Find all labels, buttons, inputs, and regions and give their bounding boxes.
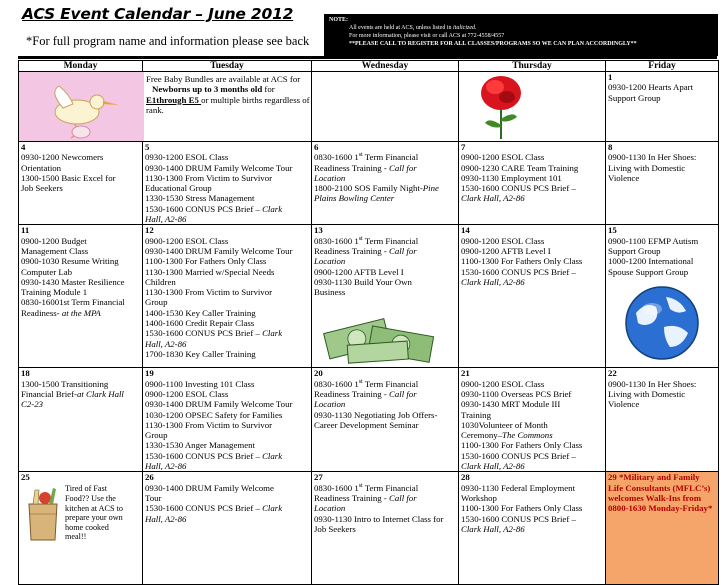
event-text: Readiness- xyxy=(21,307,62,318)
event-line: 0930-1400 DRUM Family Welcome xyxy=(145,482,274,493)
event-text: 1800-2100 SOS Family Night- xyxy=(314,183,423,194)
event-location: Clark Hall, A2-86 xyxy=(461,461,525,472)
week-row-1 xyxy=(19,142,719,225)
event-location: C2-23 xyxy=(21,399,43,410)
weekday-header-row xyxy=(19,61,719,72)
day-cell-6 xyxy=(312,142,459,225)
day-cell-18 xyxy=(19,368,143,472)
event-line: 1400-1530 Key Caller Training xyxy=(145,307,256,318)
event-location: Clark xyxy=(262,203,283,214)
event-line: 0900-1200 ESOL Class xyxy=(145,235,229,246)
event-line: 1130-1300 From Victim to Survivor xyxy=(145,287,273,298)
day-header-friday: Friday xyxy=(606,61,719,72)
event-line xyxy=(314,236,456,246)
event-line: 0930-1200 Hearts Apart xyxy=(608,82,694,93)
event-line: 1100-1300 For Fathers Only Class xyxy=(145,256,267,267)
day-number: 8 xyxy=(608,142,613,152)
baby-line-1: Free Baby Bundles are available at ACS for xyxy=(146,74,301,84)
day-cell-27 xyxy=(312,472,459,585)
event-line: 1030Volunteer of Month xyxy=(461,419,548,430)
day-number: 28 xyxy=(461,472,470,483)
event-text: Readiness Training - xyxy=(314,492,390,503)
event-location: Hall, A2-86 xyxy=(145,338,187,349)
day-cell-12 xyxy=(143,225,312,368)
event-line: 0930-1430 Master Resilience xyxy=(21,276,125,287)
day-number: 13 xyxy=(314,225,323,236)
event-line: 1100-1300 For Fathers Only Class xyxy=(461,503,583,514)
event-location: at Clark Hall xyxy=(76,388,124,399)
event-line: 1330-1530 Stress Management xyxy=(145,193,255,204)
event-location: Hall, A2-86 xyxy=(145,513,187,524)
event-line: Support Group xyxy=(608,92,661,103)
event-line: Violence xyxy=(608,399,640,410)
day-header-monday: Monday xyxy=(19,61,143,72)
day-number: 11 xyxy=(21,225,30,236)
stork-illustration xyxy=(19,72,139,142)
globe-illustration xyxy=(622,283,702,363)
day-number: 12 xyxy=(145,225,154,236)
day-number: 5 xyxy=(145,142,150,152)
week-row-4 xyxy=(19,472,719,585)
money-illustration xyxy=(320,317,440,365)
event-line: 1130-1300 Married w/Special Needs xyxy=(145,266,275,277)
event-line: 0900-1100 Investing 101 Class xyxy=(145,378,255,389)
day-number: 26 xyxy=(145,472,154,483)
calendar-grid xyxy=(18,60,719,585)
day-cell-15 xyxy=(606,225,719,368)
event-line: 0900-1200 AFTB Level I xyxy=(461,245,551,256)
note-line-1-text: All events are held at ACS, unless listed in xyxy=(349,25,453,31)
event-sup: st xyxy=(358,378,363,385)
event-line: 0930-1130 Federal Employment xyxy=(461,482,576,493)
event-line: 0930-1200 ESOL Class xyxy=(145,152,229,163)
event-line: Computer Lab xyxy=(21,266,73,277)
event-line: 0900-1100 EFMP Autism xyxy=(608,235,699,246)
event-line: 0930-1400 DRUM Family Welcome Tour xyxy=(145,245,293,256)
baby-line-3-bold: E1through E5 xyxy=(146,94,202,105)
event-line: 0930-1130 Negotiating Job Offers- xyxy=(314,409,438,420)
day-header-wednesday: Wednesday xyxy=(312,61,459,72)
note-label: NOTE: xyxy=(329,17,349,23)
event-line: Workshop xyxy=(461,492,497,503)
baby-line-2-bold: Newborns up to 3 months old xyxy=(152,84,263,95)
event-text: 0830-1600 1 xyxy=(314,235,359,246)
event-sup: st xyxy=(358,235,363,242)
day-number: 27 xyxy=(314,472,323,483)
flower-illustration xyxy=(471,73,531,141)
event-line: Living with Domestic xyxy=(608,388,686,399)
event-line: 0930-1430 MRT Module III xyxy=(461,399,561,410)
event-line: 0900-1130 In Her Shoes: xyxy=(608,152,697,163)
event-line xyxy=(314,483,456,493)
event-line xyxy=(314,389,456,399)
event-text: Term Financial xyxy=(362,235,419,246)
event-line: Violence xyxy=(608,172,640,183)
day-header-thursday: Thursday xyxy=(459,61,606,72)
week-row-3 xyxy=(19,368,719,472)
event-location: Clark xyxy=(262,503,283,514)
day-cell-11 xyxy=(19,225,143,368)
day-number: 21 xyxy=(461,368,470,379)
event-text: 1530-1600 CONUS PCS Brief – xyxy=(145,203,263,214)
event-line: 0930-1130 Build Your Own xyxy=(314,276,412,287)
event-location: Clark Hall, A2-86 xyxy=(461,193,525,204)
event-line xyxy=(314,152,456,162)
event-line: 0930-1200 Newcomers xyxy=(21,152,104,163)
day-number: 20 xyxy=(314,368,323,379)
event-line: 0900-1200 AFTB Level I xyxy=(314,266,404,277)
event-line: Management Class xyxy=(21,245,89,256)
day-cell-5 xyxy=(143,142,312,225)
event-line xyxy=(461,430,603,440)
event-location: Call for xyxy=(389,492,417,503)
event-location: at the MPA xyxy=(61,307,101,318)
day-number: 18 xyxy=(21,368,30,379)
event-line: 0900-1230 CARE Team Training xyxy=(461,162,579,173)
event-line: Job Seekers xyxy=(21,183,63,194)
event-line: 1330-1530 Anger Management xyxy=(145,440,255,451)
note-line-1-em: italicized. xyxy=(453,25,477,31)
event-line: 1000-1200 International xyxy=(608,256,694,267)
event-sup: st xyxy=(358,152,363,159)
event-location: Call for xyxy=(389,388,417,399)
day-header-tuesday: Tuesday xyxy=(143,61,312,72)
event-line: Spouse Support Group xyxy=(608,266,689,277)
event-location: Call for xyxy=(389,162,417,173)
event-location: Hall, A2-86 xyxy=(145,461,187,472)
day-number: 1 xyxy=(608,72,613,82)
baby-bundle-text xyxy=(144,72,312,142)
event-line: 0900-1130 In Her Shoes: xyxy=(608,378,697,389)
day-number: 22 xyxy=(608,368,617,379)
event-line: Orientation xyxy=(21,162,62,173)
event-line: 1700-1830 Key Caller Training xyxy=(145,348,256,359)
event-line: 0930-1130 Employment 101 xyxy=(461,172,562,183)
note-line-2: For more information, please visit or call ACS at 772-4558/4557 xyxy=(349,33,505,39)
day-number: 7 xyxy=(461,142,466,152)
event-line: 1530-1600 CONUS PCS Brief – xyxy=(461,450,576,461)
event-line: 0930-1130 Intro to Internet Class for xyxy=(314,513,444,524)
event-line: Children xyxy=(145,276,176,287)
event-line: 1530-1600 CONUS PCS Brief – xyxy=(461,266,576,277)
event-text: Financial Brief- xyxy=(21,388,77,399)
event-line xyxy=(314,379,456,389)
event-line xyxy=(145,503,309,513)
event-location: Location xyxy=(314,503,346,514)
day-cell-29 xyxy=(606,472,719,585)
event-line: Group xyxy=(145,430,168,441)
day-cell-19 xyxy=(143,368,312,472)
day-number: 19 xyxy=(145,368,154,379)
event-location: Call for xyxy=(389,245,417,256)
baby-line-2 xyxy=(146,84,310,94)
event-line: 1530-1600 CONUS PCS Brief – xyxy=(461,183,576,194)
event-line xyxy=(21,308,140,318)
event-line: 0930-1400 DRUM Family Welcome Tour xyxy=(145,399,293,410)
event-line: 1100-1300 For Fathers Only Class xyxy=(461,440,583,451)
event-text: Readiness Training - xyxy=(314,245,390,256)
event-text: 0830-1600 1 xyxy=(314,482,359,493)
baby-line-3-rest: or multiple births regardless of xyxy=(201,94,310,105)
day-number: 29 xyxy=(608,472,617,483)
event-line: 1400-1600 Credit Repair Class xyxy=(145,318,255,329)
event-location: Hall, A2-86 xyxy=(145,214,187,225)
blank-cell-wednesday xyxy=(312,72,459,142)
event-line: Group xyxy=(145,297,168,308)
event-location: Location xyxy=(314,399,346,410)
note-banner xyxy=(324,14,718,56)
event-line: 0900-1200 ESOL Class xyxy=(145,388,229,399)
event-line: Career Development Seminar xyxy=(314,419,419,430)
event-location: Clark xyxy=(262,328,283,339)
event-line: Job Seekers xyxy=(314,523,356,534)
event-line: 1300-1500 Transitioning xyxy=(21,378,109,389)
day-number: 6 xyxy=(314,142,319,152)
day-cell-7 xyxy=(459,142,606,225)
page-title: ACS Event Calendar – June 2012 xyxy=(22,5,294,23)
week-row-2 xyxy=(19,225,719,368)
event-line: 0930-1400 DRUM Family Welcome Tour xyxy=(145,162,293,173)
event-line xyxy=(314,183,456,193)
event-text: Term Financial xyxy=(362,378,419,389)
event-line: 1130-1300 From Victim to Survivor xyxy=(145,419,273,430)
mflc-announcement: *Military and Family Life Consultants (MFLC’s) welcomes Walk-Ins from 0800-1630 Monday-Friday* xyxy=(608,472,713,514)
event-sup: st xyxy=(358,482,363,489)
event-line: Training xyxy=(461,409,491,420)
event-line: 0900-1030 Resume Writing xyxy=(21,256,119,267)
event-location: Location xyxy=(314,172,346,183)
event-line: 0930-1100 Overseas PCS Brief xyxy=(461,388,572,399)
event-line xyxy=(145,204,309,214)
event-location: Clark Hall, A2-86 xyxy=(461,276,525,287)
baby-line-2-rest: for xyxy=(262,84,275,95)
event-text: 1530-1600 CONUS PCS Brief – xyxy=(145,503,263,514)
event-location: Pine xyxy=(422,183,439,194)
event-text: 1530-1600 CONUS PCS Brief – xyxy=(145,450,263,461)
day-cell-1 xyxy=(606,72,719,142)
day-cell-14 xyxy=(459,225,606,368)
event-location: Clark Hall, A2-86 xyxy=(461,523,525,534)
event-location: The Commons xyxy=(502,430,553,441)
week-row-0 xyxy=(19,72,719,142)
day-cell-28 xyxy=(459,472,606,585)
event-line: 1300-1500 Basic Excel for xyxy=(21,172,116,183)
event-line xyxy=(145,328,309,338)
event-text: 1530-1600 CONUS PCS Brief – xyxy=(145,328,263,339)
event-line xyxy=(314,163,456,173)
event-text: Term Financial xyxy=(362,152,419,163)
event-line xyxy=(145,451,309,461)
event-line: Support Group xyxy=(608,245,661,256)
day-cell-8 xyxy=(606,142,719,225)
event-line xyxy=(21,389,140,399)
event-line xyxy=(314,493,456,503)
event-line: Living with Domestic xyxy=(608,162,686,173)
event-line: 0900-1200 ESOL Class xyxy=(461,152,545,163)
event-text: 0830-1600 1 xyxy=(314,378,359,389)
event-text: Readiness Training - xyxy=(314,162,390,173)
event-text: Readiness Training - xyxy=(314,388,390,399)
baby-line-3 xyxy=(146,95,310,105)
day-number: 25 xyxy=(21,472,30,483)
day-cell-21 xyxy=(459,368,606,472)
day-number: 4 xyxy=(21,142,26,152)
day-cell-13 xyxy=(312,225,459,368)
day-number: 15 xyxy=(608,225,617,236)
day-cell-4 xyxy=(19,142,143,225)
event-line: 0900-1200 ESOL Class xyxy=(461,235,545,246)
grocery-bag-illustration xyxy=(23,486,63,542)
baby-bundle-cell xyxy=(19,72,312,142)
event-line: Training Module 1 xyxy=(21,287,88,298)
event-text: 0830-1600 1 xyxy=(314,152,359,163)
baby-line-4: rank. xyxy=(146,104,164,115)
event-line: 0830-16001st Term Financial xyxy=(21,297,125,308)
event-line: 0900-1200 Budget xyxy=(21,235,87,246)
event-location: Plains Bowling Center xyxy=(314,193,395,204)
flower-cell xyxy=(459,72,606,142)
day-number: 14 xyxy=(461,225,470,236)
day-cell-26 xyxy=(143,472,312,585)
event-line: 0900-1200 ESOL Class xyxy=(461,378,545,389)
day-cell-20 xyxy=(312,368,459,472)
page-subtitle: *For full program name and information please see back xyxy=(26,34,310,48)
event-line: 1100-1300 For Fathers Only Class xyxy=(461,256,583,267)
event-location: Clark xyxy=(262,450,283,461)
note-line-1 xyxy=(329,24,713,32)
note-line-3: **PLEASE CALL TO REGISTER FOR ALL CLASSES/PROGRAMS SO WE CAN PLAN ACCORDINGLY** xyxy=(349,41,637,47)
event-line: Educational Group xyxy=(145,183,212,194)
event-line: Business xyxy=(314,287,346,298)
header-rule-thick xyxy=(18,56,717,59)
kitchen-note: Tired of Fast Food?? Use the kitchen at ACS to prepare your own home cooked meal!! xyxy=(65,484,123,542)
event-text: Ceremony– xyxy=(461,430,503,441)
event-line: Tour xyxy=(145,492,162,503)
event-line xyxy=(314,246,456,256)
event-location: Location xyxy=(314,256,346,267)
event-text: Term Financial xyxy=(362,482,419,493)
event-line: 1130-1300 From Victim to Survivor xyxy=(145,172,273,183)
event-line: 1030-1200 OPSEC Safety for Families xyxy=(145,409,283,420)
day-cell-25 xyxy=(19,472,143,585)
event-line: 1530-1600 CONUS PCS Brief – xyxy=(461,513,576,524)
day-cell-22 xyxy=(606,368,719,472)
